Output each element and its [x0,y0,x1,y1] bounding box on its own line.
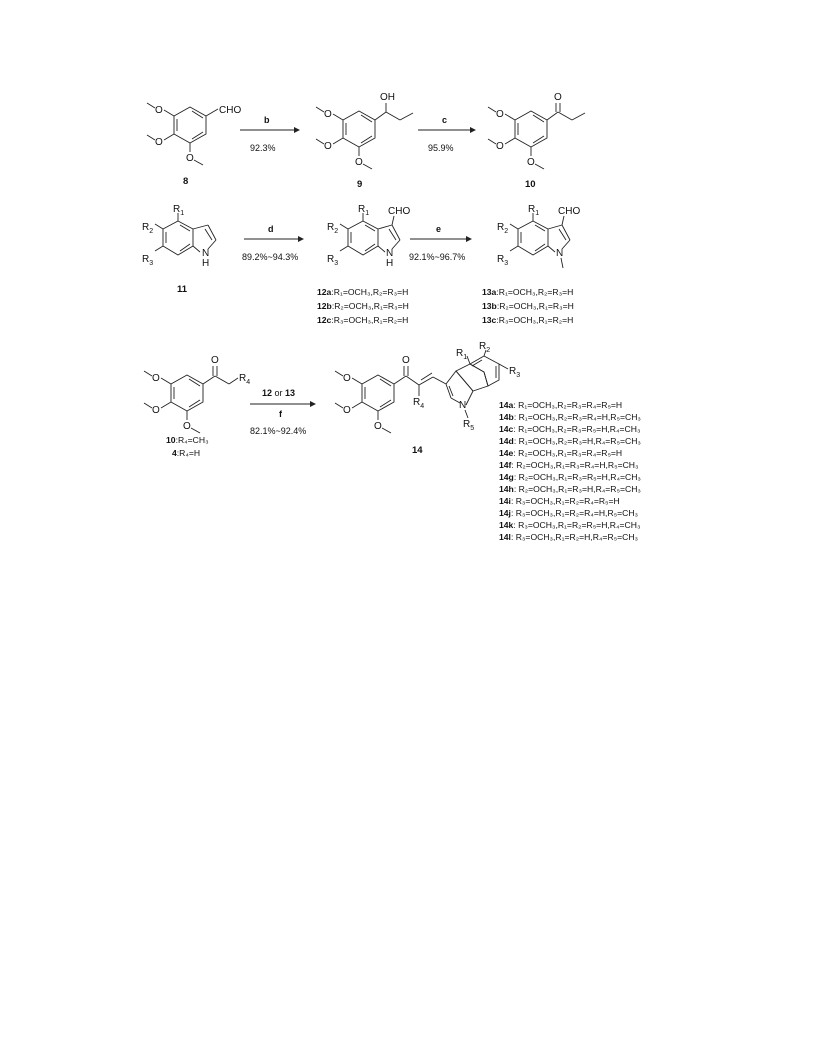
n-label: N [459,400,467,411]
o-label: O [343,405,351,416]
compound-9-label: 9 [357,179,363,190]
r4-label: $R_4$ [413,397,425,410]
compound-10-label: 10 [525,179,536,190]
reagent-e: e [436,224,442,234]
list-item: 13b:R₂=OCH₃,R₁=R₃=H [482,301,574,311]
list-item: 14g: R₂=OCH₃,R₁=R₃=R₅=H,R₄=CH₃ [499,472,641,482]
list-item: 10:R₄=CH₃ [166,435,209,445]
o-label: O [152,373,160,384]
o-label: O [324,109,332,120]
ketone-structure [144,355,250,433]
list-item: 14e: R₂=OCH₃,R₁=R₃=R₄=R₅=H [499,448,623,458]
o-label: O [496,109,504,120]
cho-label: CHO [219,105,242,116]
o-label: O [402,355,410,366]
list-item: 14h: R₂=OCH₃,R₁=R₃=H,R₄=R₅=CH₃ [499,484,641,494]
list-item: 12b:R₂=OCH₃,R₁=R₃=H [317,301,409,311]
compound-10-structure [488,92,585,169]
o-label: O [186,153,194,164]
list-item: 12a:R₁=OCH₃,R₂=R₃=H [317,287,409,297]
n-label: N [202,248,210,259]
yield-d: 89.2%~94.3% [242,252,299,262]
compound-12-structure [327,204,410,269]
list-item: 4:R₄=H [172,448,201,458]
cho-label: CHO [388,206,411,217]
o-label: O [355,157,363,168]
r3-label: $R_3$ [497,254,509,267]
oh-label: OH [380,92,395,103]
h-label: H [202,258,210,269]
o-label: O [343,373,351,384]
compound-13-structure [497,204,580,268]
r3-label: $R_3$ [327,254,339,267]
compound-14-structure [335,341,520,433]
yield-b: 92.3% [250,143,276,153]
o-label: O [374,421,382,432]
list-item: 12c:R₃=OCH₃,R₁=R₂=H [317,315,409,325]
reagent-12-or-13: 12 or 13 [262,388,296,398]
list-item: 14j: R₃=OCH₃,R₁=R₂=R₄=H,R₅=CH₃ [499,508,639,518]
r1-label: $R_1$ [528,204,540,217]
compound-8-label: 8 [183,176,189,187]
o-label: O [324,141,332,152]
o-label: O [527,157,535,168]
reagent-b: b [264,115,270,125]
o-label: O [554,92,562,103]
r3-label: $R_3$ [142,254,154,267]
compound-9-structure [316,92,413,169]
o-label: O [155,137,163,148]
r4-label: $R_4$ [239,373,251,386]
r1-label: $R_1$ [173,204,185,217]
o-label: O [211,355,219,366]
o-label: O [496,141,504,152]
compound-11-structure [142,204,216,269]
r2-label: $R_2$ [479,341,491,354]
series-14-list [499,400,641,542]
compound-14-label: 14 [412,445,423,456]
yield-c: 95.9% [428,143,454,153]
yield-f: 82.1%~92.4% [250,426,307,436]
n-label: N [386,248,394,259]
list-item: 14k: R₃=OCH₃,R₁=R₂=R₅=H,R₄=CH₃ [499,520,641,530]
reagent-c: c [442,115,448,125]
r2-label: $R_2$ [327,222,339,235]
compound-8-structure [147,103,241,165]
series-12-list [317,287,409,325]
ketone-list [166,435,209,458]
list-item: 14c: R₁=OCH₃,R₂=R₃=R₅=H,R₄=CH₃ [499,424,641,434]
list-item: 14f: R₂=OCH₃,R₁=R₃=R₄=H,R₅=CH₃ [499,460,639,470]
o-label: O [152,405,160,416]
r3-label: $R_3$ [509,366,521,379]
cho-label: CHO [558,206,581,217]
series-13-list [482,287,574,325]
r2-label: $R_2$ [497,222,509,235]
compound-11-label: 11 [177,284,188,295]
list-item: 14i: R₃=OCH₃,R₁=R₂=R₄=R₅=H [499,496,620,506]
list-item: 14d: R₁=OCH₃,R₂=R₃=H,R₄=R₅=CH₃ [499,436,641,446]
list-item: 14a: R₁=OCH₃,R₂=R₃=R₄=R₅=H [499,400,623,410]
r1-label: $R_1$ [358,204,370,217]
r5-label: $R_5$ [463,419,475,432]
n-label: N [556,248,564,259]
list-item: 14b: R₁=OCH₃,R₂=R₃=R₄=H,R₅=CH₃ [499,412,641,422]
r1-label: $R_1$ [456,348,468,361]
reagent-f: f [279,409,282,419]
list-item: 13a:R₁=OCH₃,R₂=R₃=H [482,287,574,297]
yield-e: 92.1%~96.7% [409,252,466,262]
list-item: 13c:R₃=OCH₃,R₁=R₂=H [482,315,574,325]
o-label: O [183,421,191,432]
r2-label: $R_2$ [142,222,154,235]
o-label: O [155,105,163,116]
h-label: H [386,258,394,269]
reagent-d: d [268,224,274,234]
list-item: 14l: R₃=OCH₃,R₁=R₂=H,R₄=R₅=CH₃ [499,532,639,542]
